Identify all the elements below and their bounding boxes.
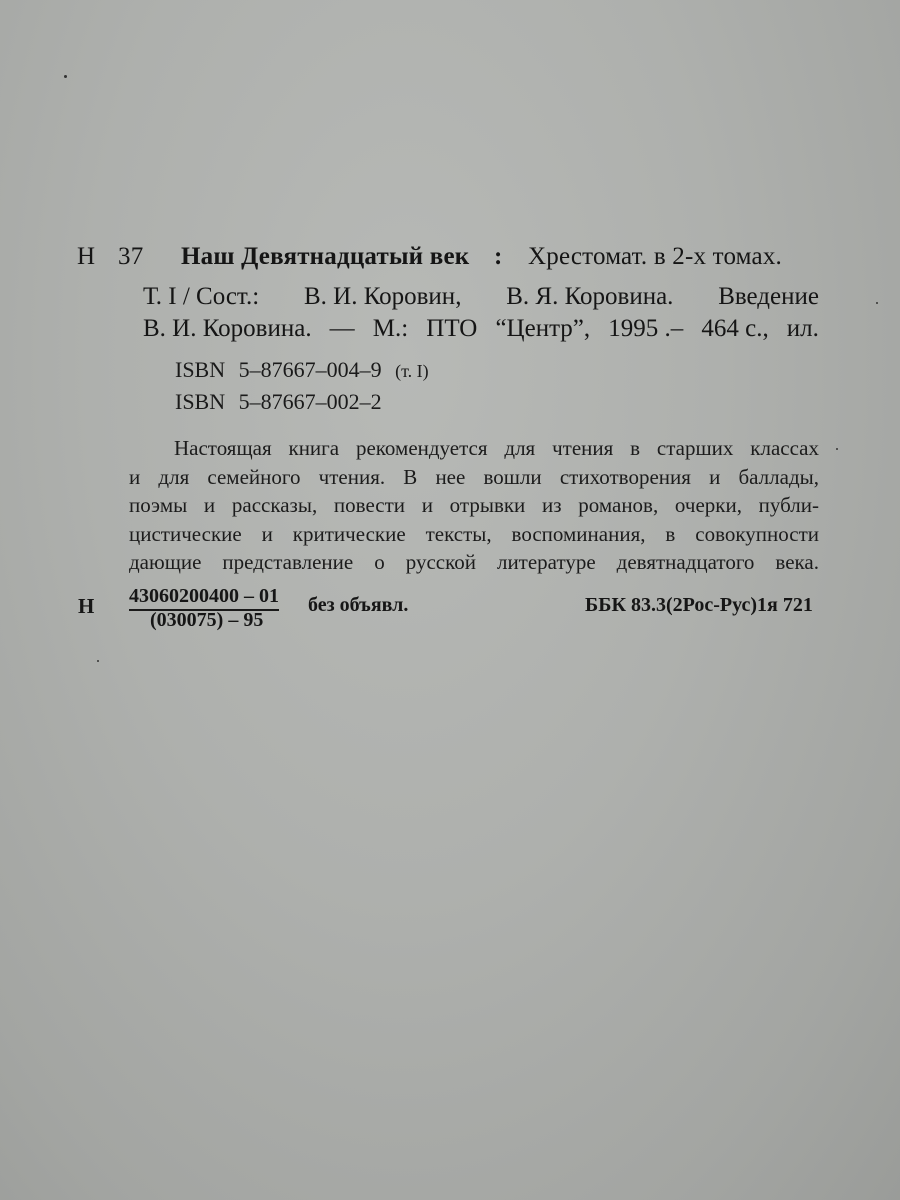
publisher-name: “Центр”, <box>495 315 591 342</box>
publication-line <box>143 315 819 343</box>
isbn-line-volume <box>175 357 429 383</box>
page-count: 464 с., <box>701 315 769 342</box>
compiler-1: В. И. Коровин, <box>303 283 462 310</box>
title-colon: : <box>494 243 503 270</box>
isbn-volume: (т. I) <box>395 361 429 381</box>
city: М.: <box>372 315 409 342</box>
index-number: 37 <box>118 243 144 270</box>
publisher-code-top: 43060200400 – 01 <box>129 585 279 611</box>
publisher-code-bottom: (030075) – 95 <box>150 609 264 631</box>
abstract-line: поэмы и рассказы, повести и отрывки из романов, очерки, публи- <box>129 493 819 517</box>
index-letter: Н <box>77 243 96 270</box>
dash: — <box>329 315 355 342</box>
abstract-line: Настоящая книга рекомендуется для чтения в старших классах <box>174 436 819 460</box>
abstract-line: дающие представление о русской литературе девятнадцатого века. <box>129 550 819 574</box>
introduction-author: В. И. Коровина. <box>143 315 312 342</box>
abstract-line: цистические и критические тексты, воспоминания, в совокупности <box>129 522 819 546</box>
publication-year: 1995 .– <box>608 315 684 342</box>
volume-compiled-by: Т. I / Сост.: <box>143 283 260 310</box>
introduction-label: Введение <box>718 283 819 310</box>
abstract-line: и для семейного чтения. В нее вошли стихотворения и баллады, <box>129 465 819 489</box>
price-note: без объявл. <box>308 594 409 616</box>
publisher-prefix: ПТО <box>426 315 478 342</box>
isbn-label: ISBN <box>175 389 226 414</box>
paper-speck <box>836 448 838 450</box>
isbn-number: 5–87667–002–2 <box>238 389 382 414</box>
anthology-volumes: Хрестомат. в 2-х томах. <box>528 243 782 270</box>
bbk-classification: ББК 83.3(2Рос-Рус)1я 721 <box>585 594 813 616</box>
isbn-number: 5–87667–004–9 <box>238 357 382 382</box>
illustrations-abbr: ил. <box>786 315 819 342</box>
paper-speck <box>97 660 99 662</box>
compiler-2: В. Я. Коровина. <box>506 283 674 310</box>
paper-speck <box>64 75 67 78</box>
footer-letter: Н <box>78 594 95 618</box>
compilers-line <box>143 283 819 311</box>
book-title: Наш Девятнадцатый век <box>181 243 470 270</box>
isbn-line-set <box>175 389 382 415</box>
paper-speck <box>876 302 878 304</box>
isbn-label: ISBN <box>175 357 226 382</box>
